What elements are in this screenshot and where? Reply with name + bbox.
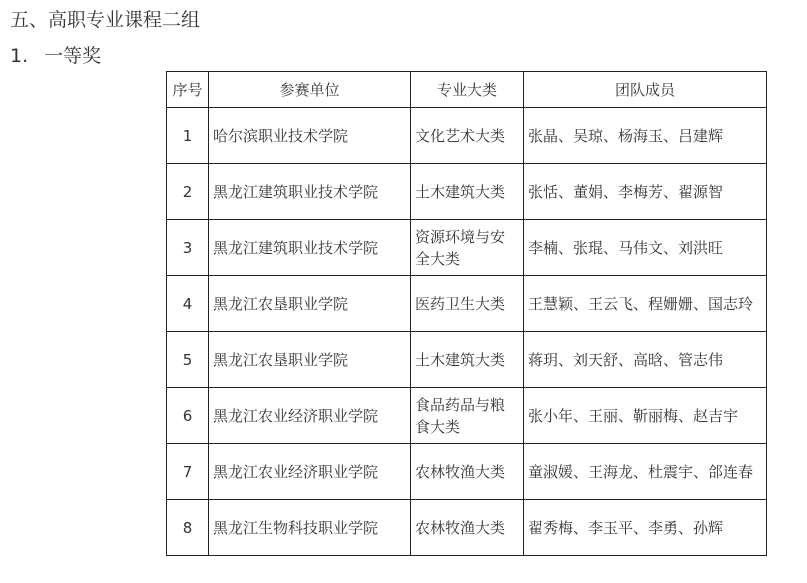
table-row xyxy=(167,164,767,220)
cell-category: 农林牧渔大类 xyxy=(411,444,524,500)
table-row xyxy=(167,108,767,164)
cell-team: 李楠、张琨、马伟文、刘洪旺 xyxy=(524,220,767,276)
cell-unit: 哈尔滨职业技术学院 xyxy=(209,108,411,164)
cell-no: 1 xyxy=(167,108,209,164)
award-subtitle-number: 1. xyxy=(10,45,29,67)
cell-no: 6 xyxy=(167,388,209,444)
table-row xyxy=(167,500,767,556)
table-header-row xyxy=(167,72,767,108)
cell-team: 翟秀梅、李玉平、李勇、孙辉 xyxy=(524,500,767,556)
header-unit: 参赛单位 xyxy=(209,72,411,108)
header-no: 序号 xyxy=(167,72,209,108)
cell-no: 3 xyxy=(167,220,209,276)
cell-no: 2 xyxy=(167,164,209,220)
table-row xyxy=(167,332,767,388)
cell-team: 童淑媛、王海龙、杜震宇、郃连春 xyxy=(524,444,767,500)
cell-unit: 黑龙江建筑职业技术学院 xyxy=(209,164,411,220)
cell-no: 4 xyxy=(167,276,209,332)
cell-unit: 黑龙江农垦职业学院 xyxy=(209,332,411,388)
cell-unit: 黑龙江建筑职业技术学院 xyxy=(209,220,411,276)
cell-category: 资源环境与安全大类 xyxy=(411,220,524,276)
header-category: 专业大类 xyxy=(411,72,524,108)
cell-category: 文化艺术大类 xyxy=(411,108,524,164)
award-subtitle xyxy=(10,42,101,70)
cell-category: 农林牧渔大类 xyxy=(411,500,524,556)
cell-unit: 黑龙江生物科技职业学院 xyxy=(209,500,411,556)
cell-unit: 黑龙江农垦职业学院 xyxy=(209,276,411,332)
cell-unit: 黑龙江农业经济职业学院 xyxy=(209,444,411,500)
cell-team: 张小年、王丽、靳丽梅、赵吉宇 xyxy=(524,388,767,444)
cell-no: 7 xyxy=(167,444,209,500)
cell-team: 张晶、吴琼、杨海玉、吕建辉 xyxy=(524,108,767,164)
cell-category: 医药卫生大类 xyxy=(411,276,524,332)
table-row xyxy=(167,388,767,444)
cell-category: 食品药品与粮食大类 xyxy=(411,388,524,444)
cell-category: 土木建筑大类 xyxy=(411,164,524,220)
cell-category: 土木建筑大类 xyxy=(411,332,524,388)
cell-no: 5 xyxy=(167,332,209,388)
header-team: 团队成员 xyxy=(524,72,767,108)
cell-no: 8 xyxy=(167,500,209,556)
cell-unit: 黑龙江农业经济职业学院 xyxy=(209,388,411,444)
awards-table xyxy=(166,71,767,556)
table-row xyxy=(167,220,767,276)
cell-team: 张恬、董娟、李梅芳、翟源智 xyxy=(524,164,767,220)
table-row xyxy=(167,276,767,332)
cell-team: 蒋玥、刘天舒、高晗、管志伟 xyxy=(524,332,767,388)
award-subtitle-text: 一等奖 xyxy=(44,45,102,67)
section-title: 五、高职专业课程二组 xyxy=(10,9,201,31)
cell-team: 王慧颖、王云飞、程姗姗、国志玲 xyxy=(524,276,767,332)
table-row xyxy=(167,444,767,500)
